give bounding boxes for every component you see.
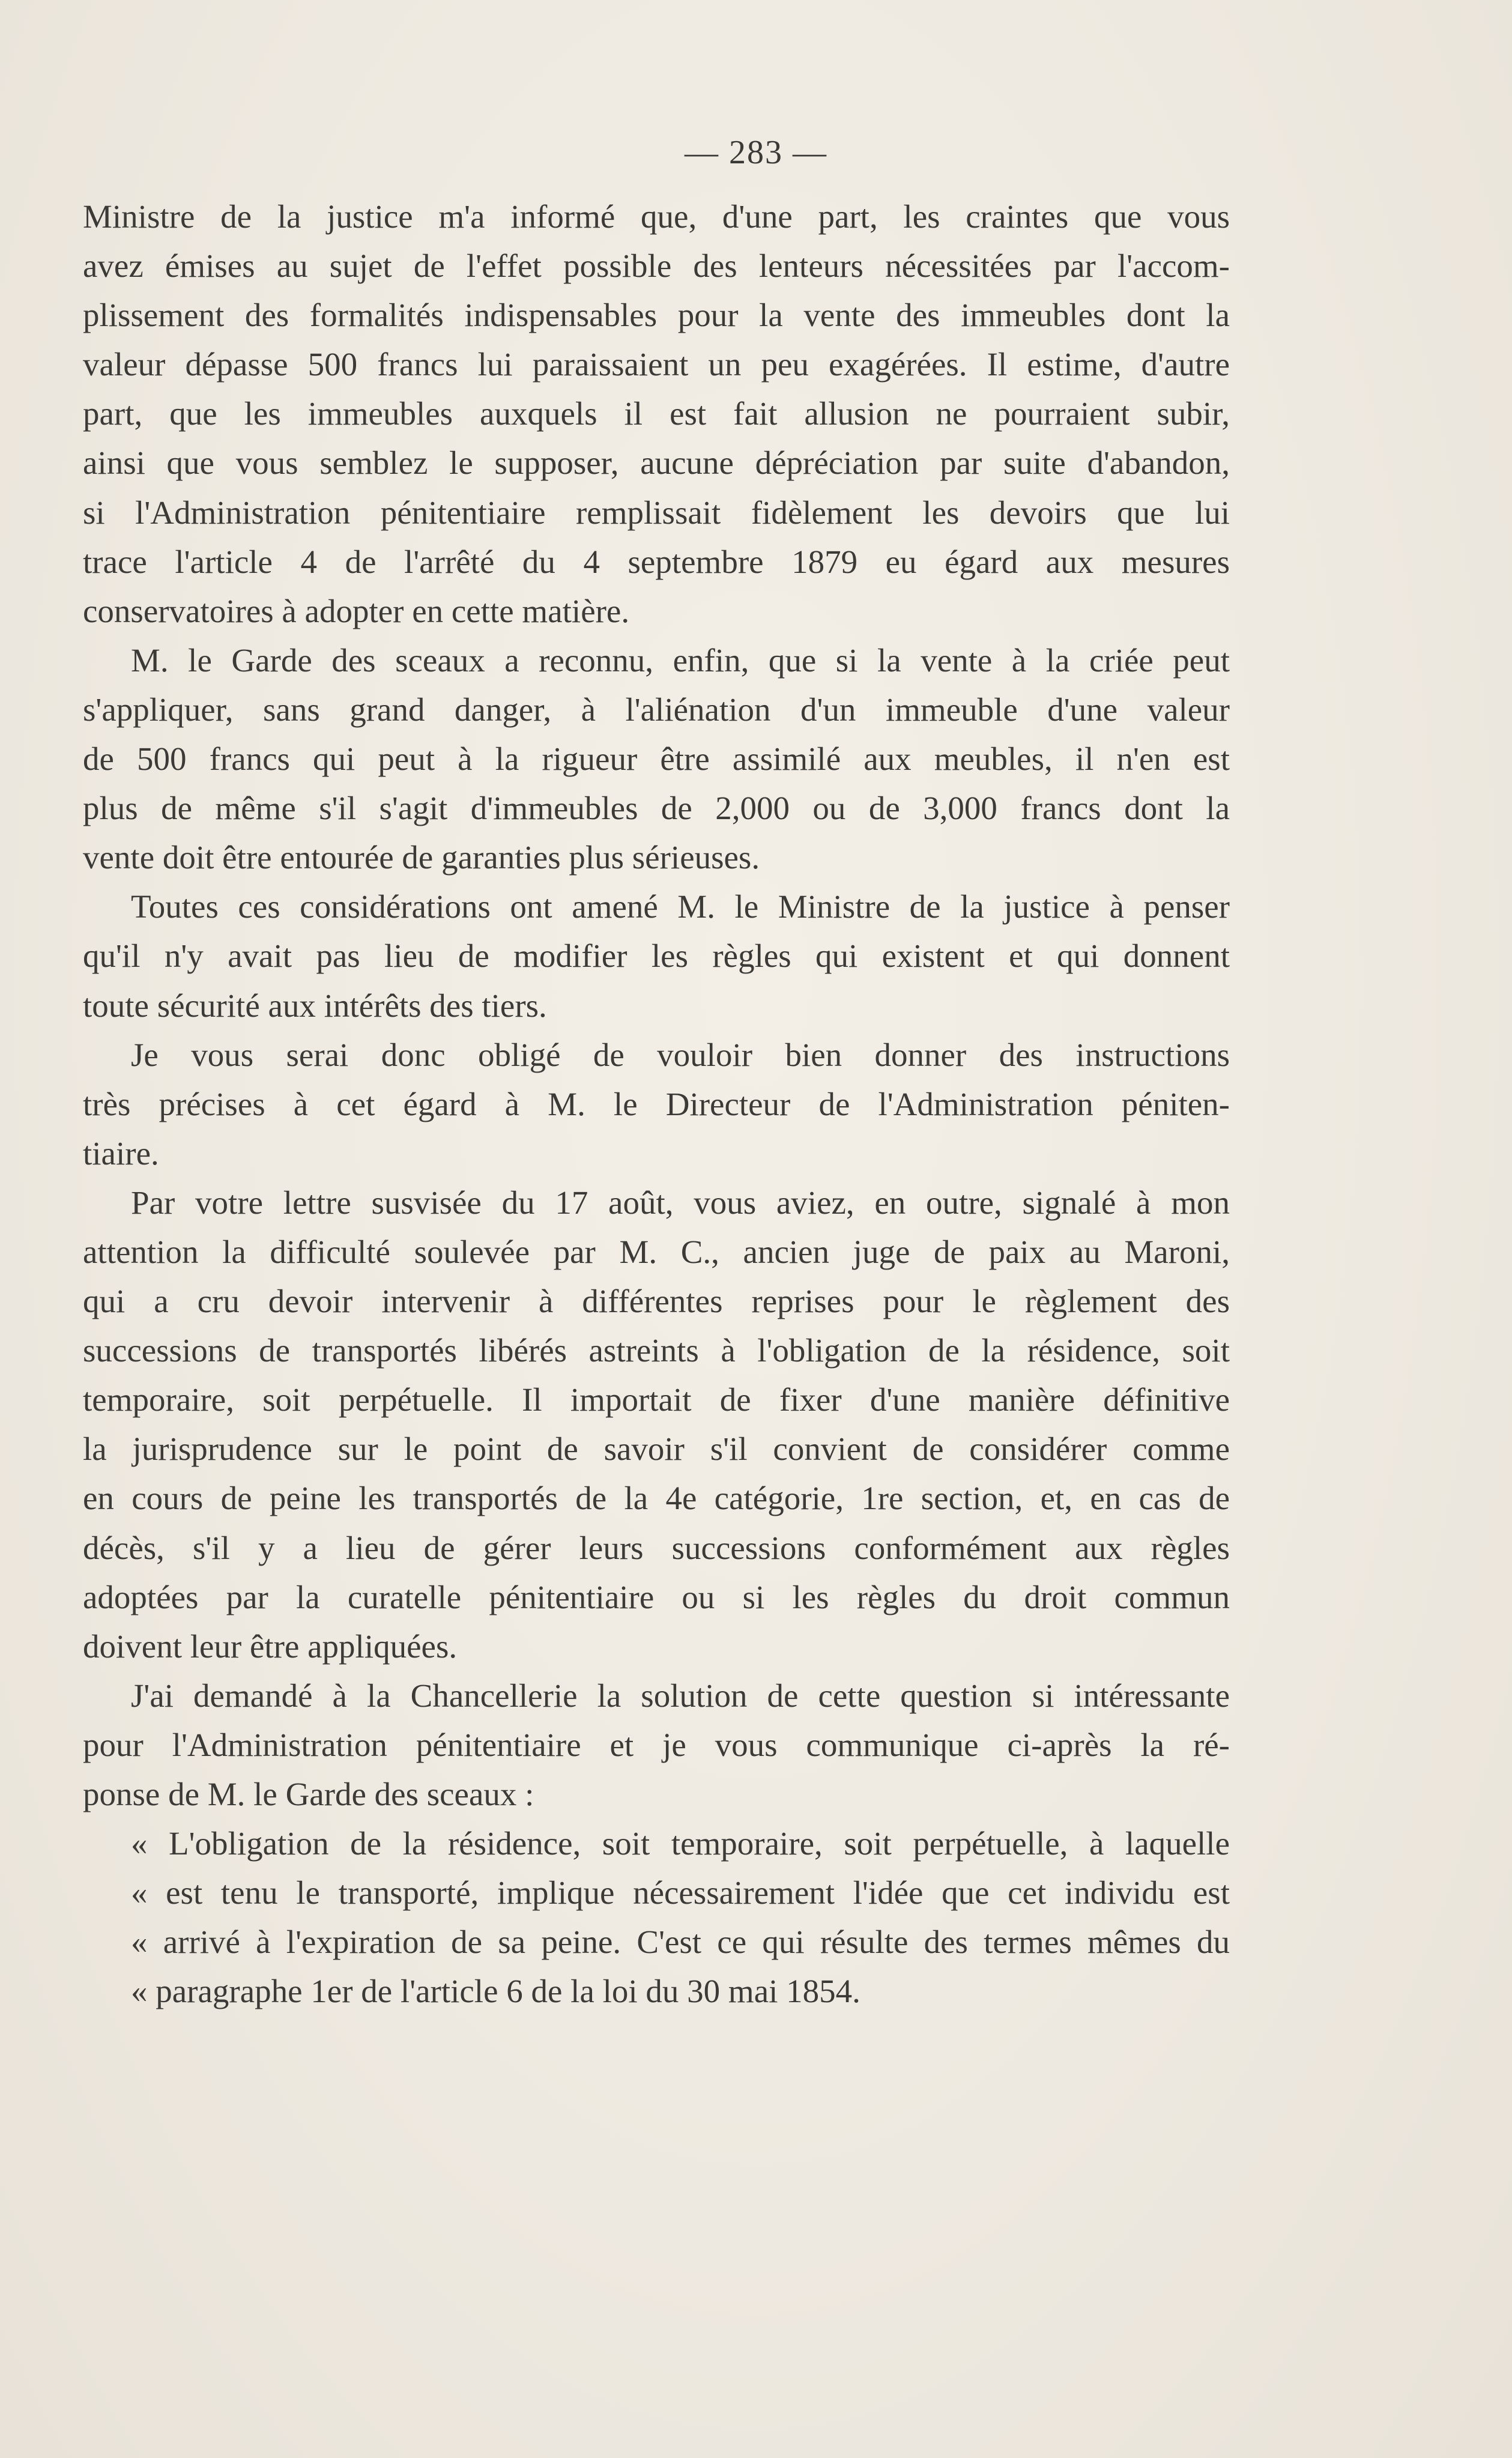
text-line: plissement des formalités indispensables pour la vente des immeubles dont la [83,297,1230,334]
text-line: valeur dépasse 500 francs lui paraissaient un peu exagérées. Il estime, d'autre [83,346,1230,383]
text-line: J'ai demandé à la Chancellerie la solution de cette question si intéressante [131,1677,1230,1714]
text-line: qu'il n'y avait pas lieu de modifier les règles qui existent et qui donnent [83,937,1230,975]
text-line: s'appliquer, sans grand danger, à l'aliénation d'un immeuble d'une valeur [83,691,1230,728]
text-line: de 500 francs qui peut à la rigueur être assimilé aux meubles, il n'en est [83,740,1230,778]
text-line: adoptées par la curatelle pénitentiaire ou si les règles du droit commun [83,1578,1230,1615]
body-text [83,192,1230,2016]
text-line: ainsi que vous semblez le supposer, aucune dépréciation par suite d'abandon, [83,444,1230,482]
text-line: attention la difficulté soulevée par M. C., ancien juge de paix au Maroni, [83,1233,1230,1270]
text-line: doivent leur être appliquées. [83,1627,458,1665]
text-line: temporaire, soit perpétuelle. Il importait de fixer d'une manière définitive [83,1381,1230,1418]
text-line: en cours de peine les transportés de la 4e catégorie, 1re section, et, en cas de [83,1480,1230,1517]
text-line: très précises à cet égard à M. le Directeur de l'Administration péniten- [83,1085,1230,1122]
text-line: M. le Garde des sceaux a reconnu, enfin, que si la vente à la criée peut [131,641,1230,679]
text-line: « L'obligation de la résidence, soit temporaire, soit perpétuelle, à laquelle [131,1825,1230,1862]
text-line: toute sécurité aux intérêts des tiers. [83,987,547,1024]
text-line: « est tenu le transporté, implique nécessairement l'idée que cet individu est [131,1874,1230,1912]
text-line: « arrivé à l'expiration de sa peine. C'est ce qui résulte des termes mêmes du [131,1924,1230,1961]
page-number: — 283 — [685,134,827,171]
text-line: qui a cru devoir intervenir à différentes reprises pour le règlement des [83,1283,1230,1320]
text-line: « paragraphe 1er de l'article 6 de la loi du 30 mai 1854. [131,1973,860,2010]
text-line: Par votre lettre susvisée du 17 août, vous aviez, en outre, signalé à mon [131,1184,1230,1221]
text-line: décès, s'il y a lieu de gérer leurs successions conformément aux règles [83,1529,1230,1566]
text-line: avez émises au sujet de l'effet possible des lenteurs nécessitées par l'accom- [83,247,1230,285]
text-line: tiaire. [83,1134,159,1172]
text-line: la jurisprudence sur le point de savoir s'il convient de considérer comme [83,1430,1230,1468]
text-line: pour l'Administration pénitentiaire et je vous communique ci-après la ré- [83,1726,1230,1763]
text-line: successions de transportés libérés astreints à l'obligation de la résidence, soit [83,1332,1230,1369]
text-line: vente doit être entourée de garanties plus sérieuses. [83,839,760,876]
text-line: plus de même s'il s'agit d'immeubles de 2,000 ou de 3,000 francs dont la [83,790,1230,827]
text-line: conservatoires à adopter en cette matière. [83,592,630,629]
text-line: si l'Administration pénitentiaire remplissait fidèlement les devoirs que lui [83,494,1230,531]
text-line: Toutes ces considérations ont amené M. le Ministre de la justice à penser [131,888,1230,925]
text-line: ponse de M. le Garde des sceaux : [83,1776,534,1812]
text-line: Ministre de la justice m'a informé que, d'une part, les craintes que vous [83,198,1230,235]
text-line: part, que les immeubles auxquels il est fait allusion ne pourraient subir, [83,395,1230,432]
text-line: Je vous serai donc obligé de vouloir bien donner des instructions [131,1036,1230,1073]
text-line: trace l'article 4 de l'arrêté du 4 septembre 1879 eu égard aux mesures [83,543,1230,580]
